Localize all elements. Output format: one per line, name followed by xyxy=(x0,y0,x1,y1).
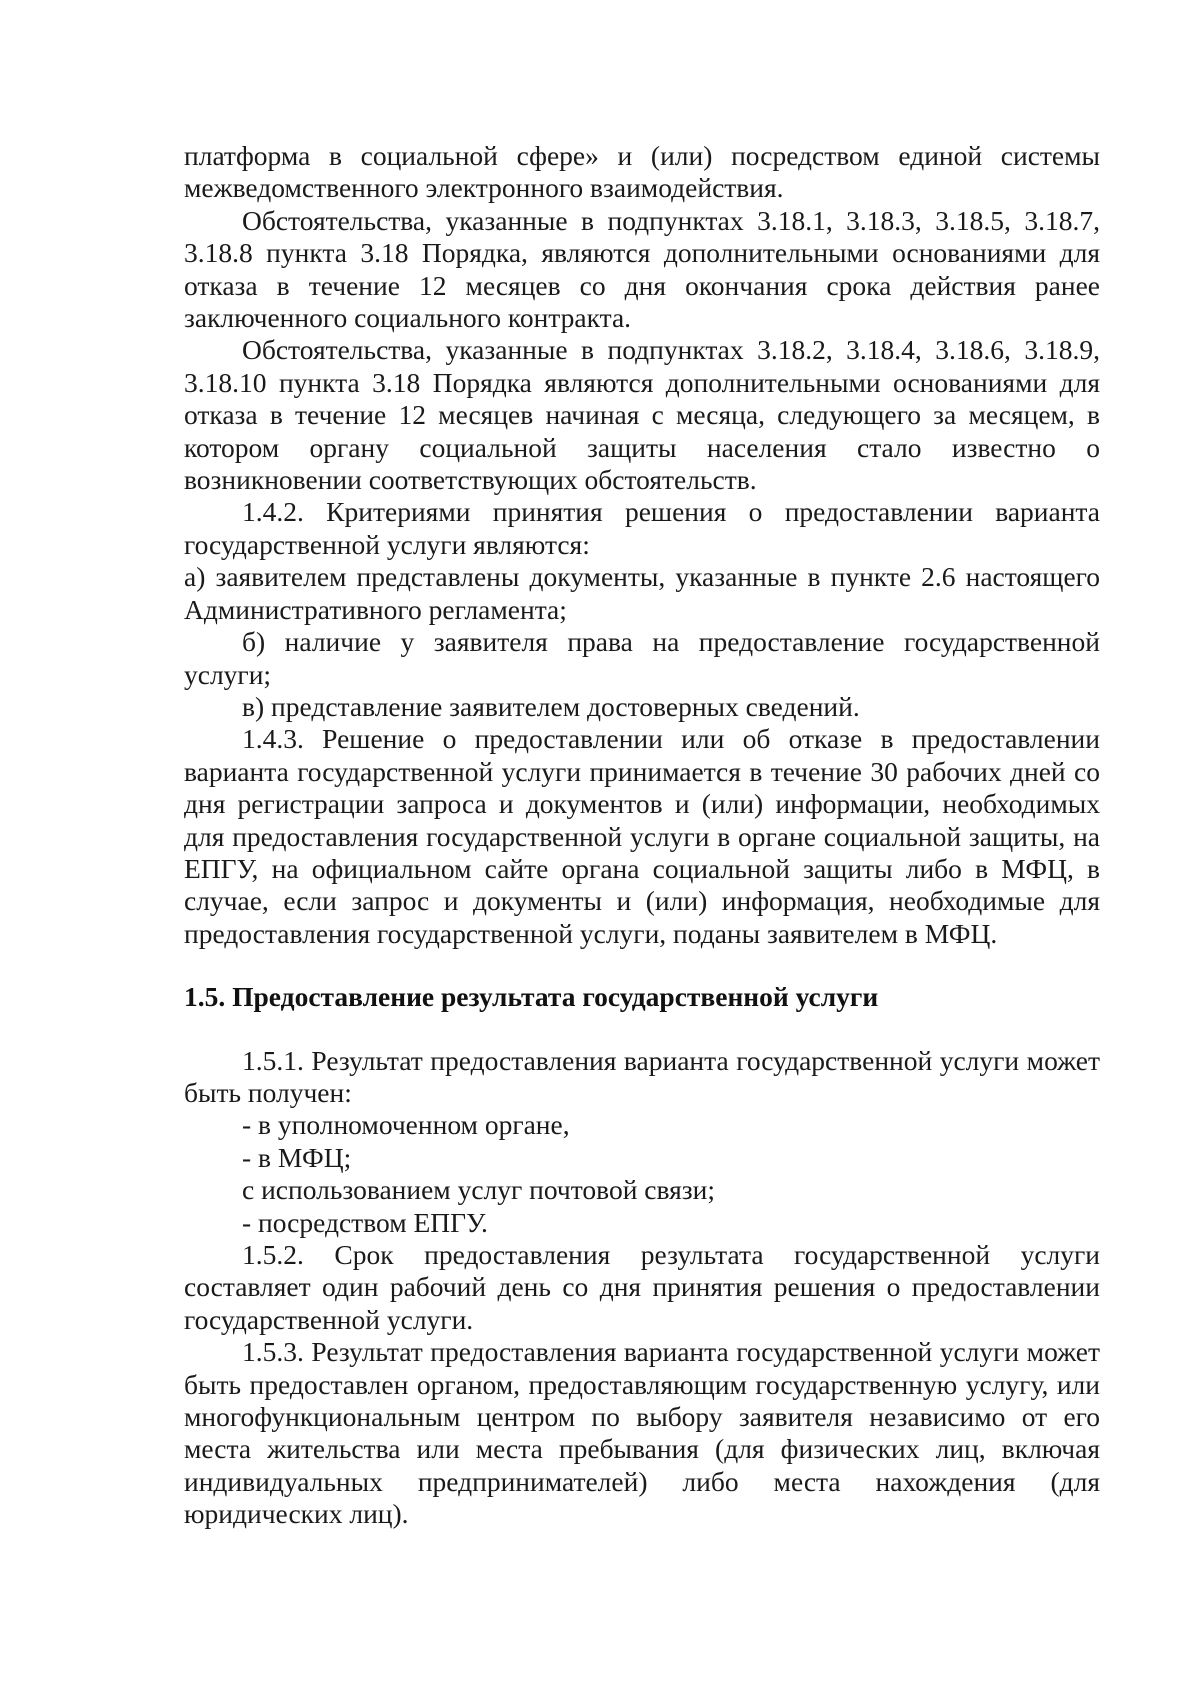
document-body xyxy=(184,140,1100,1531)
criterion-v: в) представление заявителем достоверных сведений. xyxy=(242,690,860,722)
paragraph-continuation: платформа в социальной сфере» и (или) посредством единой системы межведомственного электронного взаимодействия. xyxy=(184,140,1100,204)
paragraph-1-4-2: 1.4.2. Критериями принятия решения о предоставлении варианта государственной услуги являются: xyxy=(184,496,1100,560)
criterion-a: а) заявителем представлены документы, указанные в пункте 2.6 настоящего Административного регламента; xyxy=(184,561,1100,625)
list-item: - посредством ЕПГУ. xyxy=(242,1206,488,1238)
list-item: - в уполномоченном органе, xyxy=(242,1109,570,1141)
paragraph-1-5-3: 1.5.3. Результат предоставления варианта государственной услуги может быть предоставлен органом, предоставляющим государственную услугу, или многофункциональным центром по выбору заявителя независимо от его места жительства или места пребывания (для физических лиц, включая индивидуальных предпринимателей) либо места нахождения (для юридических лиц). xyxy=(184,1336,1100,1530)
list-item: - в МФЦ; xyxy=(242,1141,352,1173)
paragraph-circumstances-1: Обстоятельства, указанные в подпунктах 3.18.1, 3.18.3, 3.18.5, 3.18.7, 3.18.8 пункта 3.18 Порядка, являются дополнительными основаниями для отказа в течение 12 месяцев со дня окончания срока действия ранее заключенного социального контракта. xyxy=(184,204,1100,334)
paragraph-1-5-2: 1.5.2. Срок предоставления результата государственной услуги составляет один рабочий день со дня принятия решения о предоставлении государственной услуги. xyxy=(184,1239,1100,1335)
list-item: с использованием услуг почтовой связи; xyxy=(242,1174,715,1206)
section-heading: 1.5. Предоставление результата государственной услуги xyxy=(184,981,879,1013)
paragraph-1-5-1: 1.5.1. Результат предоставления варианта государственной услуги может быть получен: xyxy=(184,1044,1100,1108)
criterion-b: б) наличие у заявителя права на предоставление государственной услуги; xyxy=(184,626,1100,690)
paragraph-circumstances-2: Обстоятельства, указанные в подпунктах 3.18.2, 3.18.4, 3.18.6, 3.18.9, 3.18.10 пункта 3.18 Порядка являются дополнительными основаниями для отказа в течение 12 месяцев начиная с месяца, следующего за месяцем, в котором органу социальной защиты населения стало известно о возникновении соответствующих обстоятельств. xyxy=(184,334,1100,496)
paragraph-1-4-3: 1.4.3. Решение о предоставлении или об отказе в предоставлении варианта государственной услуги принимается в течение 30 рабочих дней со дня регистрации запроса и документов и (или) информации, необходимых для предоставления государственной услуги в органе социальной защиты, на ЕПГУ, на официальном сайте органа социальной защиты либо в МФЦ, в случае, если запрос и документы и (или) информация, необходимые для предоставления государственной услуги, поданы заявителем в МФЦ. xyxy=(184,723,1100,949)
